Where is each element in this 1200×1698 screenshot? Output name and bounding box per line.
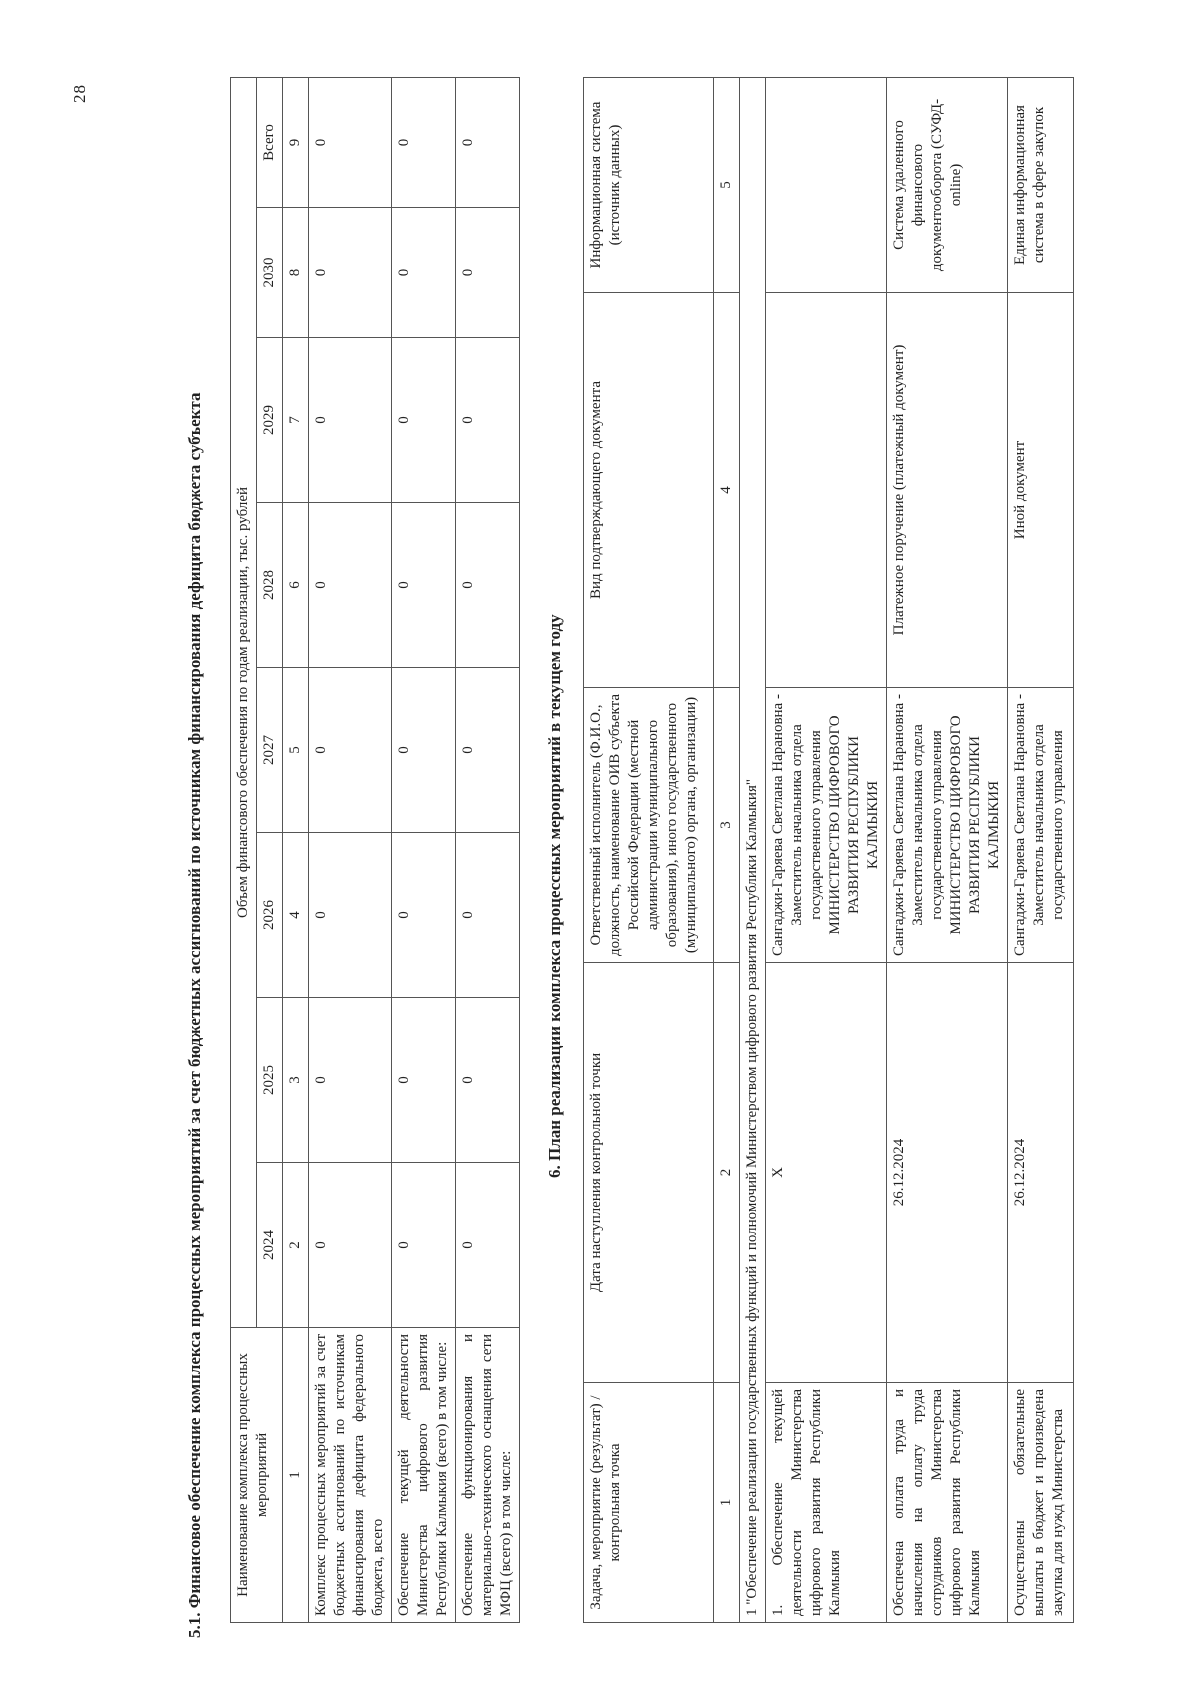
header-year: 2029 bbox=[257, 338, 283, 503]
row-value: 0 bbox=[392, 833, 456, 998]
row-info-system: Система удаленного финансового документооборота (СУФД-online) bbox=[887, 78, 1008, 293]
header-year: 2030 bbox=[257, 208, 283, 338]
col-number: 1 bbox=[714, 1383, 740, 1623]
row-name: Обеспечение текущей деятельности Министерства цифрового развития Республики Калмыкия (всего) в том числе: bbox=[392, 1328, 456, 1623]
row-value: 0 bbox=[309, 833, 392, 998]
row-value: 0 bbox=[392, 668, 456, 833]
col-number: 3 bbox=[283, 998, 309, 1163]
header-volume-group: Объем финансового обеспечения по годам реализации, тыс. рублей bbox=[231, 77, 257, 1327]
header-year: 2025 bbox=[257, 998, 283, 1163]
plan-table bbox=[583, 77, 1074, 1623]
header-year: 2024 bbox=[257, 1163, 283, 1328]
header-total: Всего bbox=[257, 77, 283, 207]
header-task-col: Задача, мероприятие (результат) / контрольная точка bbox=[584, 1383, 714, 1623]
col-number: 2 bbox=[714, 963, 740, 1383]
row-value: 0 bbox=[456, 208, 520, 338]
row-value: 0 bbox=[456, 998, 520, 1163]
row-value: 0 bbox=[392, 503, 456, 668]
section-6-title: 6. План реализации комплекса процессных мероприятий в текущем году bbox=[545, 614, 564, 1178]
row-value: 0 bbox=[392, 338, 456, 503]
table-row bbox=[887, 78, 1008, 1623]
header-year: 2026 bbox=[257, 833, 283, 998]
row-value: 0 bbox=[309, 1163, 392, 1328]
row-value: 0 bbox=[309, 208, 392, 338]
plan-header-row bbox=[584, 78, 714, 1623]
col-number: 9 bbox=[283, 77, 309, 207]
row-info-system: Единая информационная система в сфере закупок bbox=[1008, 78, 1074, 293]
row-name: Комплекс процессных мероприятий за счет бюджетных ассигнований по источникам финансирования дефицита федерального бюджета, всего bbox=[309, 1328, 392, 1623]
col-number: 5 bbox=[283, 668, 309, 833]
row-executor: Сангаджи-Гаряева Светлана Нарановна - Заместитель начальника отдела государственного управления МИНИСТЕРСТВО ЦИФРОВОГО РАЗВИТИЯ РЕСПУБЛИКИ КАЛМЫКИЯ bbox=[887, 688, 1008, 963]
row-value: 0 bbox=[456, 668, 520, 833]
row-doc-type: Иной документ bbox=[1008, 293, 1074, 688]
row-task: 1. Обеспечение текущей деятельности Министерства цифрового развития Республики Калмыкия bbox=[766, 1383, 887, 1623]
row-value: 0 bbox=[392, 998, 456, 1163]
header-date-col: Дата наступления контрольной точки bbox=[584, 963, 714, 1383]
row-date: X bbox=[766, 963, 887, 1383]
header-name-col: Наименование комплекса процессных мероприятий bbox=[231, 1328, 283, 1623]
row-doc-type bbox=[766, 293, 887, 688]
col-number: 8 bbox=[283, 208, 309, 338]
row-name: Обеспечение функционирования и материально-технического оснащения сети МФЦ (всего) в том числе: bbox=[456, 1328, 520, 1623]
col-number: 3 bbox=[714, 688, 740, 963]
table-row bbox=[766, 78, 887, 1623]
row-value: 0 bbox=[392, 1163, 456, 1328]
section-5-1-title: 5.1. Финансовое обеспечение комплекса процессных мероприятий за счет бюджетных ассигнований по источникам финансирования дефицита бюджета субъекта bbox=[185, 392, 204, 1638]
table-row bbox=[456, 77, 520, 1622]
row-value: 0 bbox=[456, 338, 520, 503]
row-task: Обеспечена оплата труда и начисления на оплату труда сотрудников Министерства цифрового развития Республики Калмыкия bbox=[887, 1383, 1008, 1623]
page-number: 28 bbox=[70, 84, 89, 103]
col-number: 4 bbox=[714, 293, 740, 688]
task-row bbox=[740, 78, 766, 1623]
financing-table bbox=[230, 77, 520, 1623]
header-doc-type-col: Вид подтверждающего документа bbox=[584, 293, 714, 688]
header-year: 2027 bbox=[257, 668, 283, 833]
col-number: 6 bbox=[283, 503, 309, 668]
col-number: 4 bbox=[283, 833, 309, 998]
row-value: 0 bbox=[309, 77, 392, 207]
task-title: 1 "Обеспечение реализации государственных функций и полномочий Министерством цифрового развития Республики Калмыкия" bbox=[740, 78, 766, 1623]
row-value: 0 bbox=[309, 668, 392, 833]
column-number-row bbox=[283, 77, 309, 1622]
row-value: 0 bbox=[456, 503, 520, 668]
col-number: 5 bbox=[714, 78, 740, 293]
row-task: Осуществлены обязательные выплаты в бюджет и произведена закупка для нужд Министерства bbox=[1008, 1383, 1074, 1623]
col-number: 2 bbox=[283, 1163, 309, 1328]
header-executor-col: Ответственный исполнитель (Ф.И.О., должность, наименование ОИВ субъекта Российской Федерации (местной администрации муниципального образования), иного государственного (муниципального) органа, организации) bbox=[584, 688, 714, 963]
row-value: 0 bbox=[309, 998, 392, 1163]
row-date: 26.12.2024 bbox=[887, 963, 1008, 1383]
row-value: 0 bbox=[392, 208, 456, 338]
header-year: 2028 bbox=[257, 503, 283, 668]
row-value: 0 bbox=[309, 338, 392, 503]
row-doc-type: Платежное поручение (платежный документ) bbox=[887, 293, 1008, 688]
table-row bbox=[392, 77, 456, 1622]
row-value: 0 bbox=[456, 1163, 520, 1328]
table-row bbox=[309, 77, 392, 1622]
column-number-row bbox=[714, 78, 740, 1623]
row-value: 0 bbox=[392, 77, 456, 207]
row-executor: Сангаджи-Гаряева Светлана Нарановна - Заместитель начальника отдела государственного управления bbox=[1008, 688, 1074, 963]
col-number: 7 bbox=[283, 338, 309, 503]
col-number: 1 bbox=[283, 1328, 309, 1623]
table-row bbox=[1008, 78, 1074, 1623]
header-info-system-col: Информационная система (источник данных) bbox=[584, 78, 714, 293]
row-value: 0 bbox=[309, 503, 392, 668]
row-info-system bbox=[766, 78, 887, 293]
row-date: 26.12.2024 bbox=[1008, 963, 1074, 1383]
row-executor: Сангаджи-Гаряева Светлана Нарановна - Заместитель начальника отдела государственного управления МИНИСТЕРСТВО ЦИФРОВОГО РАЗВИТИЯ РЕСПУБЛИКИ КАЛМЫКИЯ bbox=[766, 688, 887, 963]
row-value: 0 bbox=[456, 77, 520, 207]
row-value: 0 bbox=[456, 833, 520, 998]
